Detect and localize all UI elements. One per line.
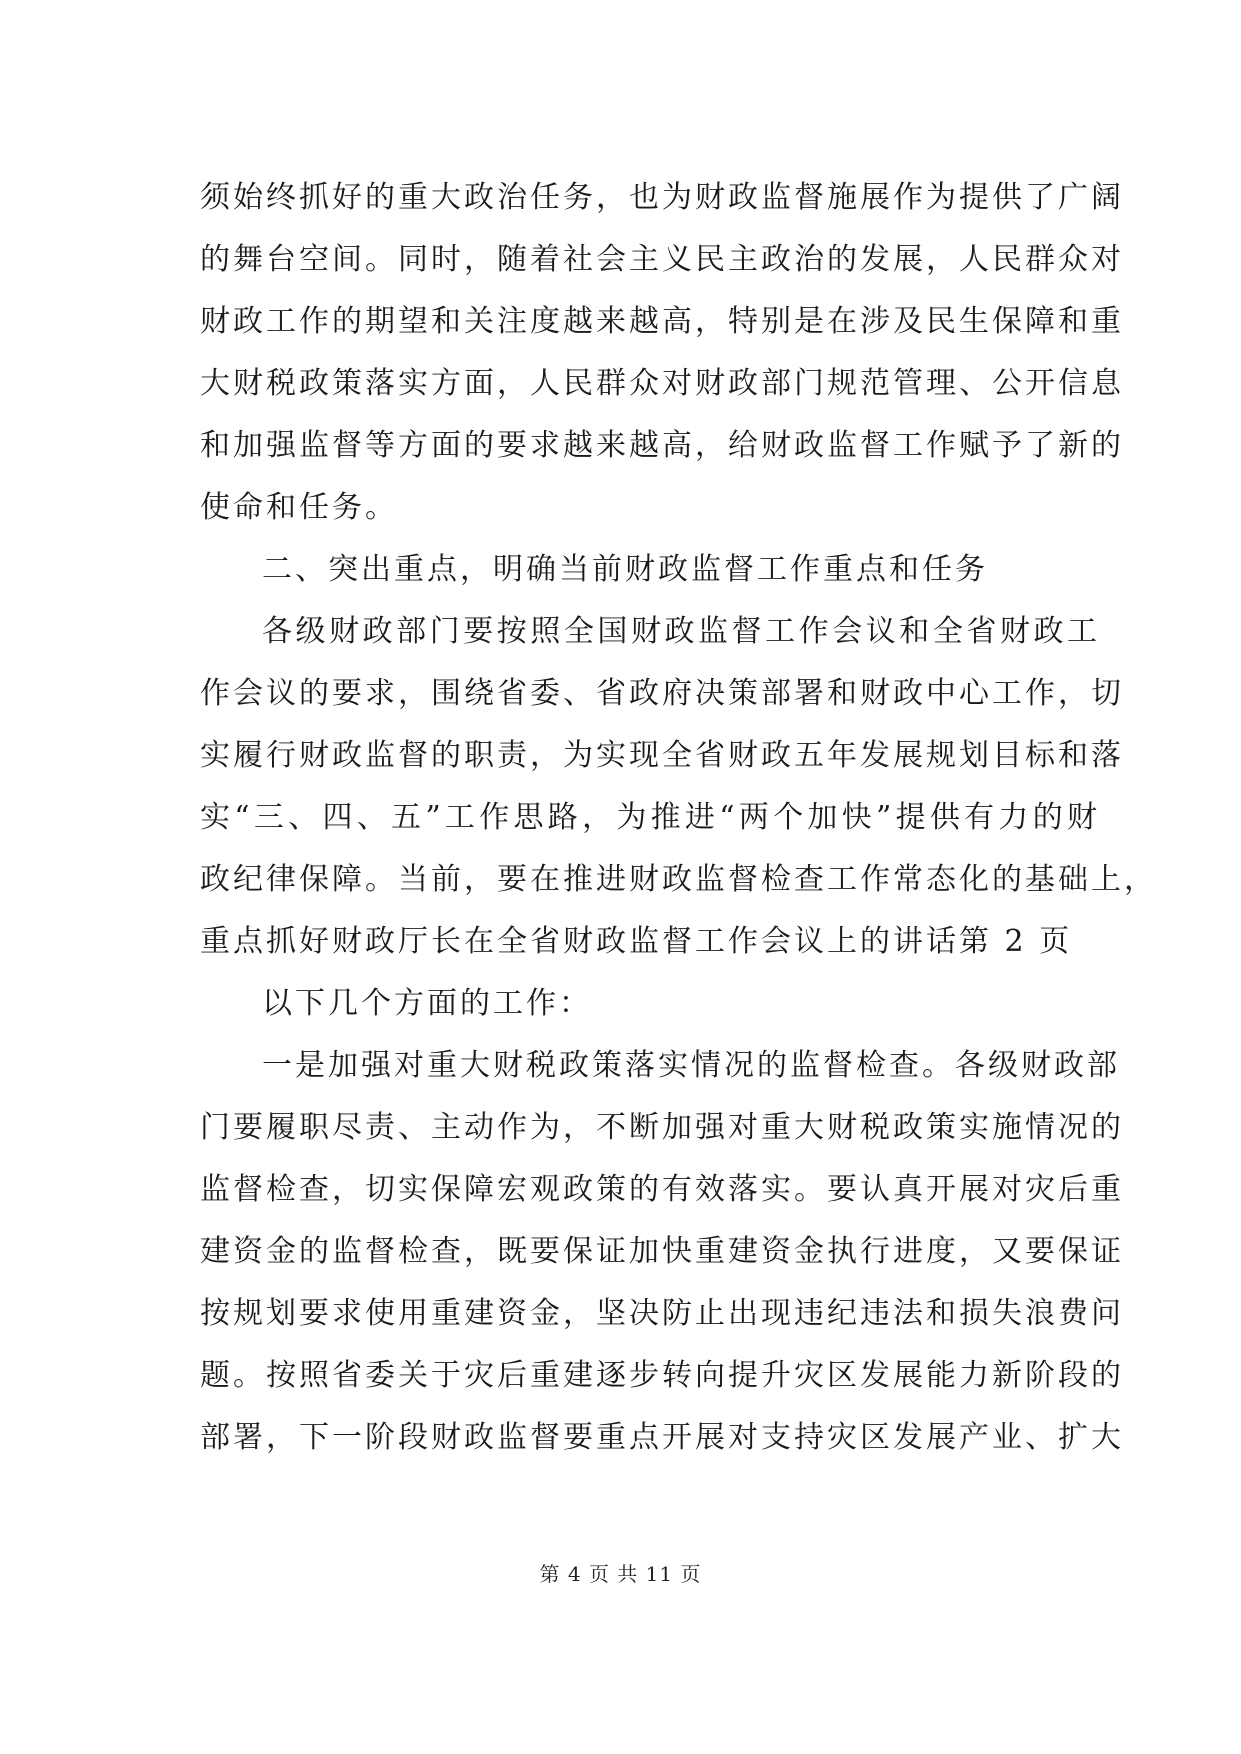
text-line: 实“三、四、五”工作思路，为推进“两个加快”提供有力的财	[200, 800, 1100, 835]
text-line: 实履行财政监督的职责，为实现全省财政五年发展规划目标和落	[200, 738, 1124, 773]
text-line: 监督检查，切实保障宏观政策的有效落实。要认真开展对灾后重	[200, 1172, 1124, 1207]
page-footer: 第 4 页 共 11 页	[539, 1562, 702, 1586]
text-line: 政纪律保障。当前，要在推进财政监督检查工作常态化的基础上，	[200, 862, 1157, 897]
text-line: 大财税政策落实方面，人民群众对财政部门规范管理、公开信息	[200, 366, 1124, 401]
text-line: 以下几个方面的工作：	[262, 986, 592, 1021]
text-line: 作会议的要求，围绕省委、省政府决策部署和财政中心工作，切	[200, 676, 1124, 711]
text-line: 部署，下一阶段财政监督要重点开展对支持灾区发展产业、扩大	[200, 1420, 1124, 1455]
text-line: 各级财政部门要按照全国财政监督工作会议和全省财政工	[262, 614, 1100, 649]
text-line: 门要履职尽责、主动作为，不断加强对重大财税政策实施情况的	[200, 1110, 1124, 1145]
section-heading: 二、突出重点，明确当前财政监督工作重点和任务	[262, 552, 988, 587]
text-line: 须始终抓好的重大政治任务，也为财政监督施展作为提供了广阔	[200, 180, 1124, 215]
text-line: 一是加强对重大财税政策落实情况的监督检查。各级财政部	[262, 1048, 1120, 1083]
text-line: 和加强监督等方面的要求越来越高，给财政监督工作赋予了新的	[200, 428, 1124, 463]
text-line: 按规划要求使用重建资金，坚决防止出现违纪违法和损失浪费问	[200, 1296, 1124, 1331]
text-line: 重点抓好财政厅长在全省财政监督工作会议上的讲话第 2 页	[200, 924, 1073, 959]
text-line: 使命和任务。	[200, 490, 398, 525]
text-line: 建资金的监督检查，既要保证加快重建资金执行进度，又要保证	[200, 1234, 1124, 1269]
text-line: 的舞台空间。同时，随着社会主义民主政治的发展，人民群众对	[200, 242, 1124, 277]
text-line: 财政工作的期望和关注度越来越高，特别是在涉及民生保障和重	[200, 304, 1124, 339]
text-line: 题。按照省委关于灾后重建逐步转向提升灾区发展能力新阶段的	[200, 1358, 1124, 1393]
